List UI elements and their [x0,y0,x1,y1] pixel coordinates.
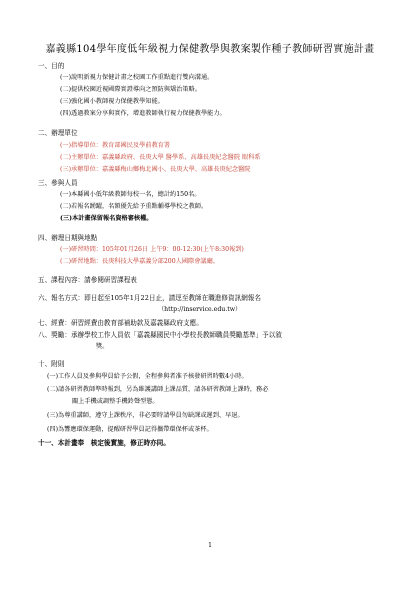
section-11-heading: 十一、本計畫奉 核定後實施，修正時亦同。 [38,439,170,447]
section-4-item: (二)研習地點：長庚科技大學嘉義分部200人國際會議廳。 [60,258,219,265]
section-2-item: (三)承辦單位：嘉義縣梅山鄉梅北國小、長庚大學、高雄長庚紀念醫院 [60,166,251,173]
section-1-item: (四)透過教案分享與實作，增進教師執行視力保健教學能力。 [60,110,226,117]
section-7-heading: 七、經費：研習經費由教育部補助款及嘉義縣政府支應。 [38,319,203,327]
section-5-heading: 五、課程內容：請參閱研習課程表 [38,276,137,284]
section-10-item: (三)為尊重講師，遵守上課秩序，非必要時請學員勿缺課或遲到、早退。 [47,412,244,419]
section-3-heading: 三、參與人員 [38,179,78,187]
section-3-item: (三)本計畫保留報名資格審核權。 [60,215,153,222]
section-1-heading: 一、目的 [38,62,65,70]
section-1-item: (二)提供校園近視國際實證導向之預防與矯治策略。 [60,86,201,93]
section-1-item: (一)說明新視力保健計畫之校園工作重點進行雙向溝通。 [60,74,214,81]
section-6-heading: 六、報名方式：即日起至105年1月22日止，請逕至教師在職進修資訊網報名 [38,294,261,302]
page-number: 1 [208,542,212,549]
section-2-heading: 二、辦理單位 [38,129,78,137]
section-3-item: (二)若報名踴躍，名額優先給予重點輔導學校之教師。 [60,203,208,210]
section-3-item: (一)本縣國小低年級教師每校一名，總計約150名。 [60,191,201,198]
section-4-heading: 四、辦理日期與地點 [38,234,98,242]
section-10-item: (四)為響應環保運動，提醒研習學員記得攜帶環保杯或茶杯。 [47,426,213,433]
section-10-heading: 十、附則 [38,360,65,368]
section-10-item: 關上手機或調整手機鈴聲型態。 [72,398,159,405]
section-2-item: (一)指導單位：教育部國民及學前教育署 [60,142,171,149]
section-10-item: (一)工作人員及參與學員給予公假，全程參與者准予核發研習時數4小時。 [47,373,248,380]
section-4-item: (一)研習時間：105年01月26日 上午9：00-12:30(上午8:30報到) [60,246,244,253]
section-10-item: (二)請各研習教師準時報到，另為維護講師上課品質，請各研習教師上課時，務必 [47,386,269,393]
document-title: 嘉義縣104學年度低年級視力保健教學與教案製作種子教師研習實施計畫 [45,44,375,55]
section-1-item: (三)強化國小教師視力保健教學知能。 [60,98,164,105]
section-2-item: (二)主辦單位：嘉義縣政府、長庚大學 醫學系、高雄長庚紀念醫院 眼科系 [60,154,261,161]
section-8-heading: 八、獎勵：承辦學校工作人員依「嘉義縣國民中小學校長教師職員獎勵基準」予以敘 [38,331,282,339]
section-8-continuation: 獎。 [96,343,109,350]
registration-url[interactable]: （http://inservice.edu.tw） [158,306,242,313]
